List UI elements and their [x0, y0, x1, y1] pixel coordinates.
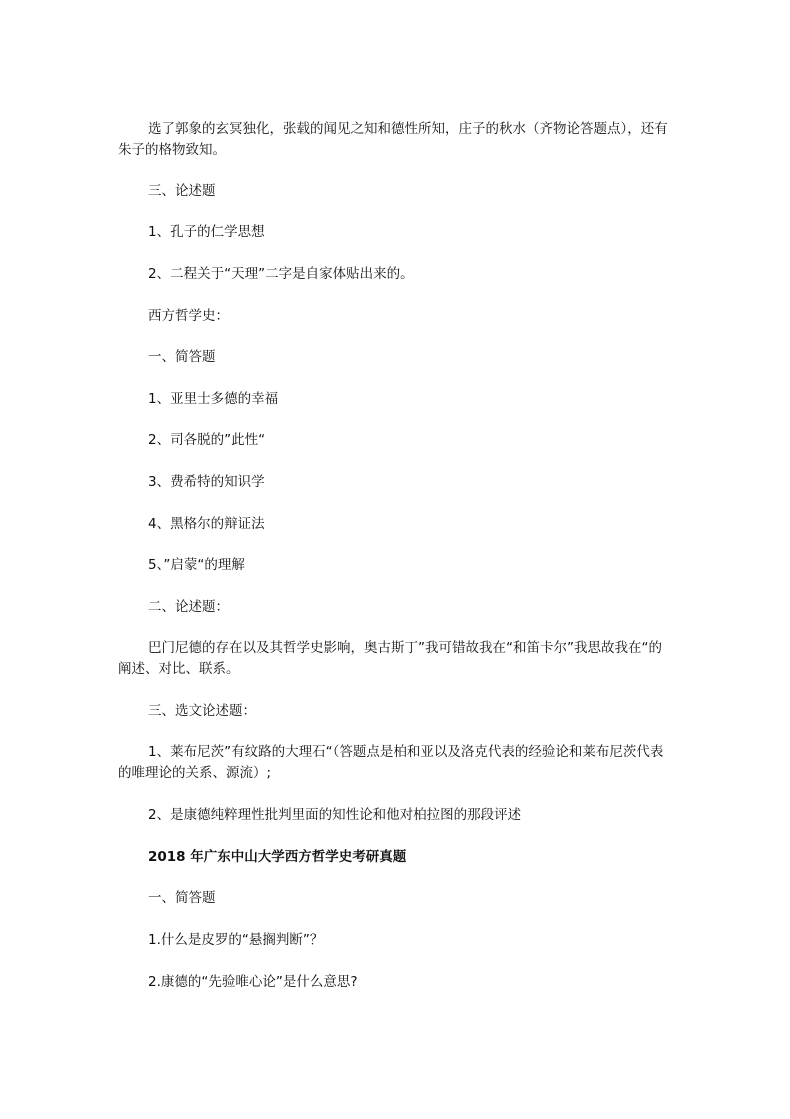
heading-short-answer: 一、简答题 [148, 349, 216, 365]
item-cheng-tianli: 2、二程关于“天理”二字是自家体贴出来的。 [148, 266, 414, 282]
item-enlightenment: 5、”启蒙“的理解 [148, 557, 245, 573]
item-leibniz: 1、莱布尼茨”有纹路的大理石“（答题点是柏和亚以及洛克代表的经验论和莱布尼茨代表的唯理论的关系、源流）; [118, 744, 664, 781]
item-kant-critique: 2、是康德纯粹理性批判里面的知性论和他对柏拉图的那段评述 [148, 807, 522, 823]
heading-essay-questions: 三、论述题 [148, 183, 216, 199]
item-fichte: 3、费希特的知识学 [148, 474, 265, 490]
item-scotus: 2、司各脱的”此性“ [148, 432, 266, 448]
paragraph-philosophers-list: 选了郭象的玄冥独化，张载的闻见之知和德性所知，庄子的秋水（齐物论答题点），还有朱子的格物致知。 [118, 121, 668, 158]
item-pyrrho: 1.什么是皮罗的“悬搁判断”？ [148, 932, 324, 948]
paragraph-parmenides: 巴门尼德的存在以及其哲学史影响，奥古斯丁”我可错故我在“和笛卡尔”我思故我在“的阐述、对比、联系。 [118, 640, 662, 677]
heading-western-philosophy: 西方哲学史： [148, 308, 229, 324]
heading-text-essay: 三、选文论述题： [148, 703, 256, 719]
heading-2018-exam: 2018 年广东中山大学西方哲学史考研真题 [148, 849, 407, 865]
heading-essay-2: 二、论述题： [148, 599, 229, 615]
item-confucius-ren: 1、孔子的仁学思想 [148, 224, 265, 240]
heading-short-answer-2: 一、简答题 [148, 890, 216, 906]
item-hegel: 4、黑格尔的辩证法 [148, 516, 265, 532]
item-aristotle: 1、亚里士多德的幸福 [148, 391, 279, 407]
item-kant-idealism: 2.康德的“先验唯心论”是什么意思? [148, 974, 358, 990]
